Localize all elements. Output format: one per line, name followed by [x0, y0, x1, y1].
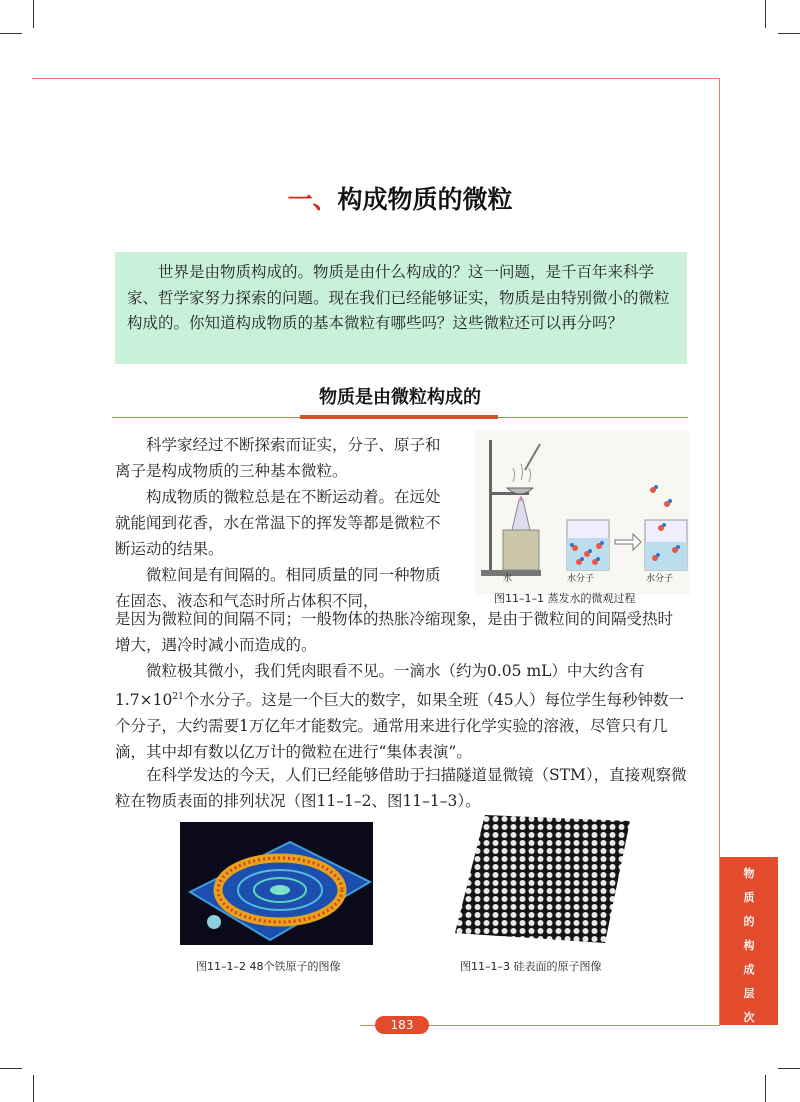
- figure-caption-1: 图11–1–1 蒸发水的微观过程: [494, 592, 636, 605]
- crop-mark: [0, 1068, 22, 1069]
- page-number: 183: [390, 1018, 414, 1032]
- crop-mark: [0, 33, 22, 34]
- paragraph-4-end: 个水分子。这是一个巨大的数字，如果全班（45人）每位学生每秒钟数一个分子，大约需要1万亿年才能数完。通常用来进行化学实验的溶液，尽管只有几滴，其中却有数以亿万计的微粒在进行“集体表演”。: [115, 691, 685, 762]
- figure-silicon-atoms: [455, 815, 630, 943]
- title-text: 构成物质的微粒: [337, 185, 513, 214]
- title-number: 一、: [287, 185, 338, 214]
- side-tab-char: 层: [743, 987, 755, 1000]
- exponent: 21: [172, 692, 184, 702]
- paragraph-2: 构成物质的微粒总是在不断运动着。在远处就能闻到花香，水在常温下的挥发等都是微粒不断运动的结果。: [115, 488, 441, 558]
- side-tab-char: 的: [743, 915, 755, 928]
- crop-mark: [778, 33, 800, 34]
- side-tab-char: 次: [743, 1011, 755, 1024]
- figure-caption-2: 图11–1–2 48个铁原子的图像: [196, 960, 341, 973]
- label-molecule-2: 水分子: [646, 574, 674, 584]
- intro-box: 世界是由物质构成的。物质是由什么构成的？这一问题，是千百年来科学家、哲学家努力探索的问题。现在我们已经能够证实，物质是由特别微小的微粒构成的。你知道构成物质的基本微粒有哪些吗？这些微粒还可以再分吗？: [115, 252, 687, 364]
- paragraph-4: [115, 658, 687, 765]
- label-water: 水: [503, 574, 513, 584]
- paragraph-3b: 是因为微粒间的间隔不同；一般物体的热胀冷缩现象，是由于微粒间的间隔受热时增大，遇冷时减小而造成的。: [115, 610, 674, 654]
- paragraph-1: 科学家经过不断探索而证实，分子、原子和离子是构成物质的三种基本微粒。: [115, 436, 441, 480]
- crop-mark: [33, 0, 34, 28]
- paragraph-5: 在科学发达的今天，人们已经能够借助于扫描隧道显微镜（STM），直接观察微粒在物质表面的排列状况（图11–1–2、图11–1–3）。: [115, 766, 687, 810]
- crop-mark: [765, 1075, 766, 1102]
- section-underline: [300, 415, 498, 419]
- paragraph-4-start: 微粒极其微小，我们凭肉眼看不见。一滴水（约为0.05 mL）中大约含有1.7×10: [115, 662, 645, 710]
- section-heading: 物质是由微粒构成的: [319, 387, 481, 408]
- side-tab-char: 构: [743, 939, 755, 952]
- figure-caption-3: 图11–1–3 硅表面的原子图像: [460, 960, 602, 973]
- page-frame-top: [32, 78, 720, 79]
- label-molecule-1: 水分子: [567, 574, 595, 584]
- side-tab-char: 物: [743, 867, 755, 880]
- page-title: [0, 180, 800, 216]
- paragraph-3a: 微粒间是有间隔的。相同质量的同一种物质在固态、液态和气态时所占体积不同，: [115, 566, 441, 610]
- figure-iron-atoms: [180, 822, 373, 945]
- side-tab-char: 质: [743, 891, 755, 904]
- side-tab-char: 成: [743, 963, 755, 976]
- crop-mark: [778, 1068, 800, 1069]
- crop-mark: [33, 1075, 34, 1102]
- crop-mark: [765, 0, 766, 28]
